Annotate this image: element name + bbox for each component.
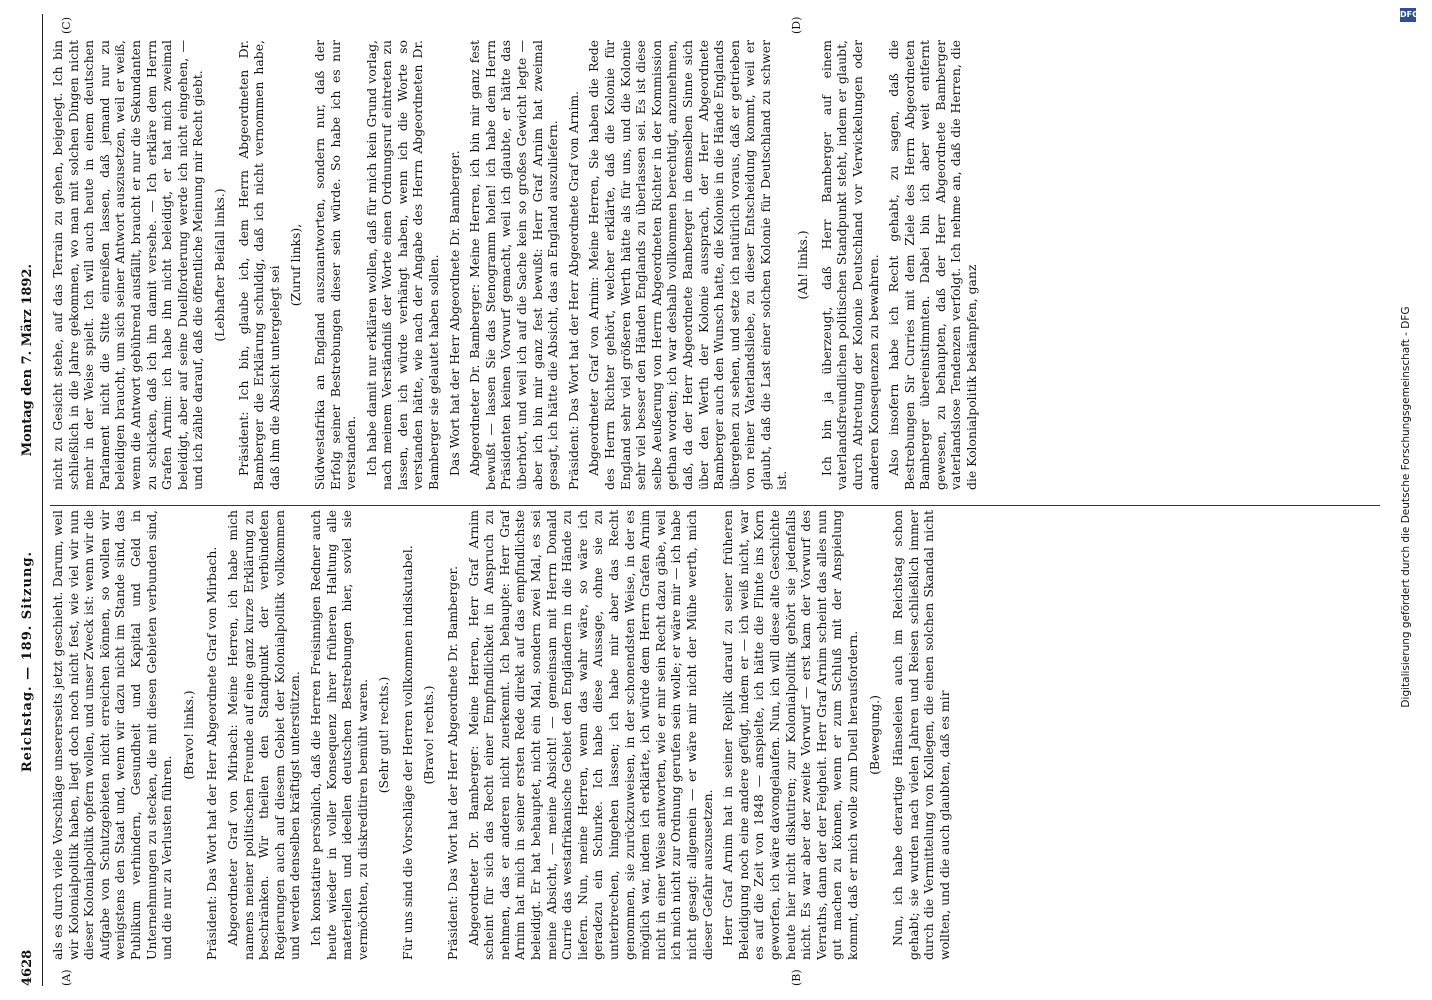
paragraph: Ich bin ja überzeugt, daß Herr Bamberger auf einem vaterlandsfreundlichen politischen Standpunkt steht, indem er glaubt, durch Abtretung der Kolonie Deutschland vor Verwickelungen oder anderen Konsequenzen zu bewahren. — [818, 40, 881, 490]
paragraph: als es durch viele Vorschläge unsererseits jetzt geschieht. Darum, weil wir Kolonialpolitik haben, liegt doch noch nicht fest, wie viel wir nun dieser Kolonialpolitik opfern wollen, und unser Zweck ist: wenn wir die Aufgabe von Schutzgebieten nicht erreichen können, so wollen wir wenigstens den Staat und, wenn wir dazu nicht im Stande sind, das Publikum verhindern, Gesundheit und Kapital und Geld in Unternehmungen zu stecken, die mit diesen Gebieten verbunden sind, und die nur zu Verlusten führen. — [50, 510, 175, 960]
paragraph: Abgeordneter Graf von Mirbach: Meine Herren, ich habe mich namens meiner politischen Freunde auf eine ganz kurze Erklärung zu beschränken. Wir theilen den Standpunkt der verbündeten Regierungen auch auf diesem Gebiet der Kolonialpolitik vollkommen und werden denselben kräftigst unterstützen. — [224, 510, 303, 960]
paragraph: (Sehr gut! rechts.) — [376, 676, 392, 794]
paragraph: Präsident: Das Wort hat der Herr Abgeordnete Dr. Bamberger. — [445, 565, 461, 960]
paragraph: (Zuruf links), — [288, 223, 304, 307]
paragraph: (Bravo! rechts.) — [421, 685, 437, 785]
paragraph: Also insofern habe ich Recht gehabt, zu sagen, daß die Bestrebungen Sir Curries mit dem Ziele des Herrn Abgeordneten Bamberger übereinstimmten. Dabei bin ich aber weit entfernt gewesen, zu behaupten, daß der Herr Abgeordnete Bamberger vaterlandslose Tendenzen verfolgt. Ich nehme an, daß die Herren, die die Kolonialpolitik bekämpfen, ganz — [886, 40, 980, 490]
page-number: 4628 — [20, 949, 35, 986]
margin-mark-c: (C) — [60, 17, 73, 34]
paragraph: Abgeordneter Dr. Bamberger: Meine Herren, ich bin mir ganz fest bewußt — lassen Sie das Stenogramm holen! ich habe dem Herrn Präsidenten keinen Vorwurf gemacht, weil ich glaubte, er hätte das überhört, und weil ich auf die Sache kein so großes Gewicht legte — aber ich bin mir ganz fest bewußt: Herr Graf Arnim hat zweimal gesagt, ich hätte die Absicht, das an England auszuliefern. — [467, 40, 561, 490]
paragraph: Für uns sind die Vorschläge der Herren vollkommen indiskutabel. — [399, 545, 415, 960]
paragraph: Herr Graf Arnim hat in seiner Replik darauf zu seiner früheren Beleidigung noch eine andere gefügt, indem er — ich weiß nicht, war es auf die Zeit von 1848 — anspielte, ich hätte die Flinte ins Korn geworfen, ich wäre davongelaufen. Nun, ich will diese alte Geschichte heute hier nicht diskutiren; zur Kolonialpolitik gehört sie jedenfalls nicht. Es war aber der zweite Vorwurf — erst kam der Vorwurf des Verraths, dann der der Feigheit. Herr Graf Arnim scheint das alles nun gut machen zu können, wenn er zum Schluß mit der Anspielung kommt, daß er mich wolle zum Duell herausfordern. — [720, 510, 860, 960]
paragraph: Präsident: Ich bin, glaube ich, dem Herrn Abgeordneten Dr. Bamberger die Erklärung schuldig, daß ich nicht vernommen habe, daß ihm die Absicht untergelegt sei — [235, 40, 282, 490]
paragraph: Präsident: Das Wort hat der Herr Abgeordnete Graf von Mirbach. — [204, 546, 220, 960]
paragraph: (Ah! links.) — [795, 230, 811, 300]
dfg-logo: DFG — [1400, 8, 1416, 22]
page-header — [18, 14, 40, 986]
paragraph: nicht zu Gesicht stehe, auf das Terrain zu gehen, beigelegt. Ich bin schließlich in die Jahre gekommen, wo man mit solchen Dingen nicht mehr in der Weise spielt. Ich will auch heute in einem deutschen Parlament nicht die Sitte einreißen lassen, daß jemand nur zu beleidigen braucht, um sich seiner Antwort auszusetzen, weil er weiß, wenn die Antwort gebührend ausfällt, braucht er nur die Sekundanten zu schicken, daß ich ihn damit versehe. — Ich erkläre dem Herrn Grafen Arnim: ich habe ihn nicht beleidigt, er hat mich zweimal beleidigt, aber auf seine Duellforderung werde ich nicht eingehen, — und ich zähle darauf, daß die öffentliche Meinung mir Recht giebt. — [50, 40, 206, 490]
session-date: Montag den 7. März 1892. — [20, 264, 35, 457]
paragraph: Abgeordneter Dr. Bamberger: Meine Herren, Herr Graf Arnim scheint für sich das Recht einer Empfindlichkeit in Anspruch zu nehmen, das er anderen nicht zuerkennt. Ich behaupte: Herr Graf Arnim hat mich in seiner ersten Rede direkt auf das empfindlichste beleidigt. Er hat behauptet, nicht ein Mal, sondern zwei Mal, es sei meine Absicht, — meine Absicht! — gemeinsam mit Herrn Donald Currie das westafrikanische Gebiet den Engländern in die Hände zu liefern. Nun, meine Herren, wenn das wahr wäre, so wäre ich geradezu ein Schurke. Ich habe diese Aussage, ohne sie zu unterbrechen, hingehen lassen; ich habe mir aber das Recht genommen, sie zurückzuweisen, in der schonendsten Weise, in der es möglich war, indem ich erklärte, ich würde dem Herrn Grafen Arnim nicht in einer Weise antworten, wie er mir sein Recht dazu gäbe, weil ich mich nicht zur Ordnung gerufen sein wolle; er wäre mir — ich habe nicht gesagt: allgemein — er wäre mir nicht der Mühe werth, mich dieser Gefahr auszusetzen. — [465, 510, 715, 960]
column-divider — [50, 505, 1380, 506]
paragraph: Das Wort hat der Herr Abgeordnete Dr. Bamberger. — [446, 150, 462, 476]
dfg-sidebar — [1388, 6, 1424, 996]
paragraph: Abgeordneter Graf von Arnim: Meine Herren, Sie haben die Rede des Herrn Richter gehört, welcher erklärte, daß die Kolonie für England sehr viel größeren Werth hätte als für uns, und die Kolonie sehr viel besser den Händen Englands zu überlassen sei. Es ist diese selbe Aeußerung von Herrn Abgeordneten Richter in der Kommission gethan worden; ich war deshalb vollkommen berechtigt, anzunehmen, daß, da der Herr Abgeordnete Bamberger in demselben Sinne sich über den Werth der Kolonie aussprach, der Herr Abgeordnete Bamberger auch den Wunsch hatte, die Kolonie in die Hände Englands übergehen zu sehen, und setze ich natürlich voraus, daß er getrieben von reiner Vaterlandsliebe, zu dieser Entscheidung kommt, weil er glaubt, daß die Last einer solchen Kolonie für Deutschland zu schwer ist. — [586, 40, 789, 490]
left-column — [50, 510, 1410, 960]
session-title: Reichstag. — 189. Sitzung. — [20, 550, 35, 773]
paragraph: Ich konstatire persönlich, daß die Herren Freisinnigen Redner auch heute wieder in voller Konsequenz ihrer früheren Haltung alle materiellen und ideellen deutschen Bestrebungen hier, soviel sie vermöchten, zu diskreditiren bemüht waren. — [307, 510, 370, 960]
dfg-credit: Digitalisierung gefördert durch die Deutsche Forschungsgemeinschaft - DFG — [1400, 306, 1412, 708]
margin-mark-d: (D) — [790, 16, 803, 34]
paragraph: Südwestafrika an England auszuantworten, sondern nur, daß der Erfolg seiner Bestrebungen dieser sein würde. So habe ich es nur verstanden. — [311, 40, 359, 490]
paragraph: Ich habe damit nur erklären wollen, daß für mich kein Grund vorlag, nach meinem Verständniß der Worte einen Ordnungsruf eintreten zu lassen, den ich würde verhängt haben, wenn ich die Worte so verstanden hätte, wie nach der Angabe des Herrn Abgeordneten Dr. Bamberger sie gelautet haben sollen. — [363, 40, 442, 490]
paragraph: (Bravo! links.) — [180, 690, 196, 780]
header-rule — [42, 14, 43, 986]
margin-mark-b: (B) — [790, 969, 803, 986]
paragraph: (Lebhafter Beifall links.) — [211, 188, 227, 342]
paragraph: Nun, ich habe derartige Hänseleien auch im Reichstag schon gehabt; sie wurden nach vielen Jahren und Reisen schließlich immer durch die Vermittelung von Kollegen, die einen solchen Skandal nicht wollten, und die auch glaubten, daß es mir — [890, 510, 952, 960]
paragraph: Präsident: Das Wort hat der Herr Abgeordnete Graf von Arnim. — [565, 90, 581, 490]
right-column — [50, 40, 1410, 490]
paragraph: (Bewegung.) — [866, 695, 882, 775]
margin-mark-a: (A) — [60, 969, 73, 986]
